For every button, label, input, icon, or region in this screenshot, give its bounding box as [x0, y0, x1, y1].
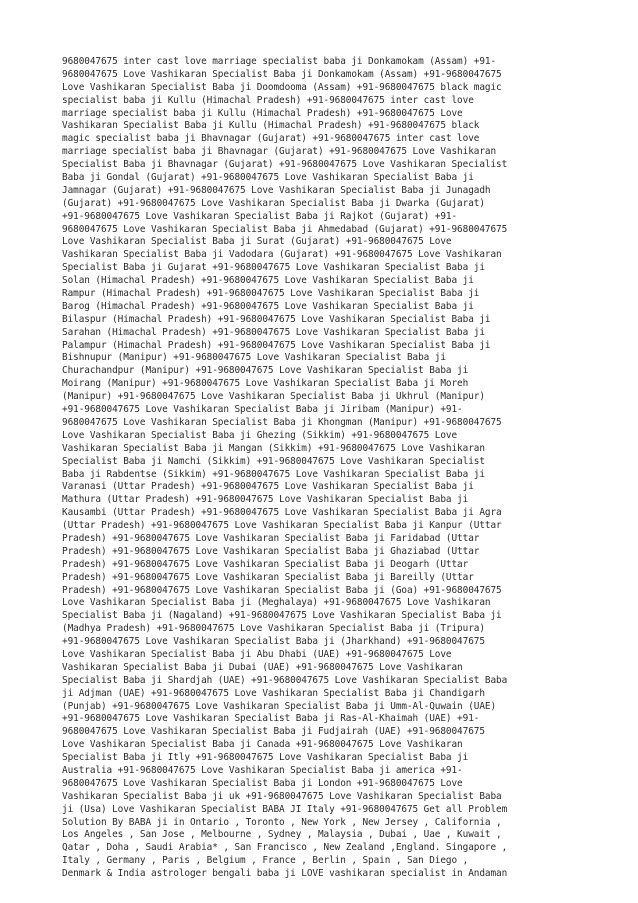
text-line: Kausambi (Uttar Pradesh) +91-9680047675 Love Vashikaran Specialist Baba ji Agra: [62, 507, 502, 519]
text-line: Vashikaran Specialist Baba ji Mangan (Sikkim) +91-9680047675 Love Vashikaran: [62, 442, 485, 454]
text-line: Vashikaran Specialist Baba ji uk +91-9680047675 Love Vashikaran Specialist Baba: [62, 790, 502, 802]
text-line: Baba ji Rabdentse (Sikkim) +91-9680047675 Love Vashikaran Specialist Baba ji: [62, 468, 485, 480]
text-line: Specialist Baba ji Namchi (Sikkim) +91-9680047675 Love Vashikaran Specialist: [62, 455, 485, 467]
text-line: 9680047675 Love Vashikaran Specialist Baba ji Fudjairah (UAE) +91-9680047675: [62, 726, 485, 738]
text-line: Specialist Baba ji Shardjah (UAE) +91-9680047675 Love Vashikaran Specialist Baba: [62, 674, 508, 686]
text-line: Italy , Germany , Paris , Belgium , France , Berlin , Spain , San Diego ,: [62, 855, 469, 867]
text-line: marriage specialist baba ji Kullu (Himachal Pradesh) +91-9680047675 Love: [62, 107, 463, 119]
text-line: 9680047675 Love Vashikaran Specialist Baba ji Donkamokam (Assam) +91-9680047675: [62, 68, 502, 80]
text-line: Barog (Himachal Pradesh) +91-9680047675 Love Vashikaran Specialist Baba ji: [62, 300, 474, 312]
text-line: Palampur (Himachal Pradesh) +91-9680047675 Love Vashikaran Specialist Baba ji: [62, 339, 491, 351]
text-line: 9680047675 Love Vashikaran Specialist Baba ji London +91-9680047675 Love: [62, 777, 463, 789]
text-line: Pradesh) +91-9680047675 Love Vashikaran Specialist Baba ji Deogarh (Uttar: [62, 558, 469, 570]
text-line: Love Vashikaran Specialist Baba ji Ghezing (Sikkim) +91-9680047675 Love: [62, 429, 458, 441]
text-line: Love Vashikaran Specialist Baba ji Canada +91-9680047675 Love Vashikaran: [62, 739, 463, 751]
text-line: Churachandpur (Manipur) +91-9680047675 Love Vashikaran Specialist Baba ji: [62, 365, 469, 377]
text-line: Solan (Himachal Pradesh) +91-9680047675 Love Vashikaran Specialist Baba ji: [62, 275, 474, 287]
text-line: Vashikaran Specialist Baba ji Dubai (UAE) +91-9680047675 Love Vashikaran: [62, 661, 463, 673]
text-line: ji Adjman (UAE) +91-9680047675 Love Vashikaran Specialist Baba ji Chandigarh: [62, 687, 485, 699]
text-line: +91-9680047675 Love Vashikaran Specialist Baba ji (Jharkhand) +91-9680047675: [62, 636, 485, 648]
text-line: Love Vashikaran Specialist Baba ji (Meghalaya) +91-9680047675 Love Vashikaran: [62, 597, 491, 609]
text-line: Baba ji Gondal (Gujarat) +91-9680047675 Love Vashikaran Specialist Baba ji: [62, 172, 474, 184]
text-line: (Punjab) +91-9680047675 Love Vashikaran Specialist Baba ji Umm-Al-Quwain (UAE): [62, 700, 497, 712]
text-line: (Uttar Pradesh) +91-9680047675 Love Vashikaran Specialist Baba ji Kanpur (Uttar: [62, 520, 502, 532]
text-line: Specialist Baba ji Gujarat +91-9680047675 Love Vashikaran Specialist Baba ji: [62, 262, 485, 274]
text-line: Pradesh) +91-9680047675 Love Vashikaran Specialist Baba ji Bareilly (Uttar: [62, 571, 474, 583]
text-line: Specialist Baba ji Bhavnagar (Gujarat) +91-9680047675 Love Vashikaran Specialist: [62, 159, 508, 171]
document-body-text: [62, 56, 580, 881]
text-line: Bilaspur (Himachal Pradesh) +91-9680047675 Love Vashikaran Specialist Baba ji: [62, 313, 491, 325]
text-line: +91-9680047675 Love Vashikaran Specialist Baba ji Rajkot (Gujarat) +91-: [62, 210, 458, 222]
text-line: specialist baba ji Kullu (Himachal Pradesh) +91-9680047675 inter cast love: [62, 94, 474, 106]
text-line: Moirang (Manipur) +91-9680047675 Love Vashikaran Specialist Baba ji Moreh: [62, 378, 469, 390]
text-line: +91-9680047675 Love Vashikaran Specialist Baba ji Ras-Al-Khaimah (UAE) +91-: [62, 713, 480, 725]
text-line: Varanasi (Uttar Pradesh) +91-9680047675 Love Vashikaran Specialist Baba ji: [62, 481, 474, 493]
text-line: Love Vashikaran Specialist Baba ji Surat (Gujarat) +91-9680047675 Love: [62, 236, 452, 248]
text-line: (Manipur) +91-9680047675 Love Vashikaran Specialist Baba ji Ukhrul (Manipur): [62, 391, 485, 403]
text-line: Qatar , Doha , Saudi Arabia* , San Francisco , New Zealand ,England. Singapore ,: [62, 842, 508, 854]
text-line: (Madhya Pradesh) +91-9680047675 Love Vashikaran Specialist Baba ji (Tripura): [62, 623, 485, 635]
text-line: Rampur (Himachal Pradesh) +91-9680047675 Love Vashikaran Specialist Baba ji: [62, 288, 480, 300]
text-line: ji (Usa) Love Vashikaran Specialist BABA JI Italy +91-9680047675 Get all Problem: [62, 803, 508, 815]
text-line: 9680047675 Love Vashikaran Specialist Baba ji Khongman (Manipur) +91-9680047675: [62, 416, 502, 428]
text-line: Denmark & India astrologer bengali baba ji LOVE vashikaran specialist in Andaman: [62, 868, 508, 880]
text-line: Specialist Baba ji Itly +91-9680047675 Love Vashikaran Specialist Baba ji: [62, 752, 469, 764]
text-line: Mathura (Uttar Pradesh) +91-9680047675 Love Vashikaran Specialist Baba ji: [62, 494, 469, 506]
text-line: +91-9680047675 Love Vashikaran Specialist Baba ji Jiribam (Manipur) +91-: [62, 404, 463, 416]
text-line: Pradesh) +91-9680047675 Love Vashikaran Specialist Baba ji Faridabad (Uttar: [62, 532, 480, 544]
document-page: [62, 56, 580, 881]
text-line: Australia +91-9680047675 Love Vashikaran Specialist Baba ji america +91-: [62, 764, 463, 776]
text-line: Specialist Baba ji (Nagaland) +91-9680047675 Love Vashikaran Specialist Baba ji: [62, 610, 502, 622]
text-line: Jamnagar (Gujarat) +91-9680047675 Love Vashikaran Specialist Baba ji Junagadh: [62, 184, 491, 196]
text-line: Sarahan (Himachal Pradesh) +91-9680047675 Love Vashikaran Specialist Baba ji: [62, 326, 485, 338]
text-line: 9680047675 Love Vashikaran Specialist Baba ji Ahmedabad (Gujarat) +91-9680047675: [62, 223, 508, 235]
text-line: 9680047675 inter cast love marriage specialist baba ji Donkamokam (Assam) +91-: [62, 56, 497, 67]
text-line: Love Vashikaran Specialist Baba ji Doomdooma (Assam) +91-9680047675 black magic: [62, 81, 502, 93]
text-line: Pradesh) +91-9680047675 Love Vashikaran Specialist Baba ji (Goa) +91-9680047675: [62, 584, 502, 596]
text-line: Pradesh) +91-9680047675 Love Vashikaran Specialist Baba ji Ghaziabad (Uttar: [62, 545, 480, 557]
text-line: (Gujarat) +91-9680047675 Love Vashikaran Specialist Baba ji Dwarka (Gujarat): [62, 197, 485, 209]
text-line: marriage specialist baba ji Bhavnagar (Gujarat) +91-9680047675 Love Vashikaran: [62, 146, 497, 158]
text-line: Los Angeles , San Jose , Melbourne , Sydney , Malaysia , Dubai , Uae , Kuwait ,: [62, 829, 502, 841]
text-line: magic specialist baba ji Bhavnagar (Gujarat) +91-9680047675 inter cast love: [62, 133, 480, 145]
text-line: Solution By BABA ji in Ontario , Toronto , New York , New Jersey , California ,: [62, 816, 502, 828]
text-line: Bishnupur (Manipur) +91-9680047675 Love Vashikaran Specialist Baba ji: [62, 352, 446, 364]
text-line: Love Vashikaran Specialist Baba ji Abu Dhabi (UAE) +91-9680047675 Love: [62, 648, 452, 660]
text-line: Vashikaran Specialist Baba ji Kullu (Himachal Pradesh) +91-9680047675 black: [62, 120, 480, 132]
text-line: Vashikaran Specialist Baba ji Vadodara (Gujarat) +91-9680047675 Love Vashikaran: [62, 249, 502, 261]
